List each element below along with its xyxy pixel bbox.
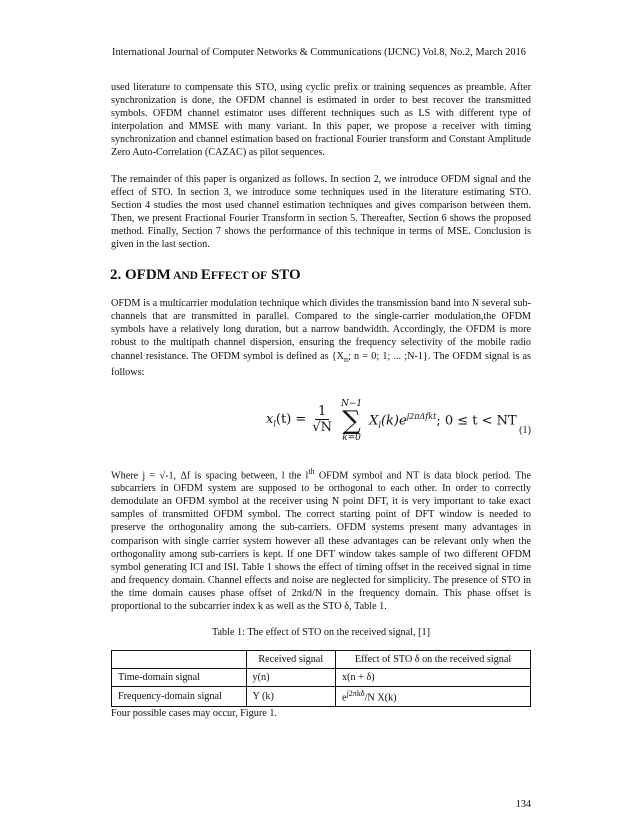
subscript-n: n: [344, 354, 349, 364]
table-cell: y(n): [246, 669, 336, 687]
table-cell: [336, 687, 531, 706]
section-word-and: AND: [170, 270, 201, 283]
eq-lhs-sub: l: [273, 420, 276, 430]
section-word-effect-rest: FFECT OF: [210, 270, 268, 283]
table-cell: Y (k): [246, 687, 336, 706]
eq-sum-lower: k=0: [342, 432, 361, 443]
text-run: OFDM is a multicarrier modulation technique which divides the transmission band into N several sub-channels that are transmitted in parallel. Compared to the single-carrier modulation,the OFDM symbols have a relatively long duration, but a narrow bandwidth. Accordingly, the OFDM is more robust to the multipath channel dispersion, ensuring the frequency selectivity of the mobile radio channel resistance. The OFDM symbol is defined as {X: [111, 298, 531, 362]
equation-number: (1): [519, 424, 531, 436]
table-header-cell: [112, 651, 247, 669]
eq-lhs: [266, 412, 306, 429]
table-header-cell: Effect of STO δ on the received signal: [336, 651, 531, 669]
eq-frac-numerator: 1: [315, 405, 329, 420]
table-caption: Table 1: The effect of STO on the received signal, [1]: [212, 627, 430, 639]
sto-effect-table: [111, 650, 531, 706]
paragraph-sto-explanation: [111, 465, 531, 613]
paragraph-organization: The remainder of this paper is organized as follows. In section 2, we introduce OFDM signal and the effect of STO. In section 3, we introduce some techniques used in the literature estimating STO. Section 4 studies the most used channel estimation techniques and gives comparison between them. Then, we present Fractional Fourier Transform in section 5. Thereafter, Section 6 shows the proposed method. Finally, Section 7 shows the performance of this technique in terms of MSE. Conclusion is given in the last section.: [111, 173, 531, 251]
section-word-ofdm: OFDM: [125, 267, 171, 284]
paragraph-intro-continued: used literature to compensate this STO, using cyclic prefix or training sequences as preamble. After synchronization is done, the OFDM channel is estimated in order to best recover the transmitted symbols. OFDM channel estimator uses different techniques such as LS with different type of interpolation and MMSE with many variant. In this paper, we propose a receiver with timing synchronization and channel estimation based on fractional Fourier transform and Constant Amplitude Zero Auto-Correlation (CAZAC) as pilot sequences.: [111, 82, 531, 159]
section-heading-2: [110, 266, 531, 285]
superscript-th: th: [308, 466, 315, 476]
eq-term-symbol: X: [369, 413, 379, 429]
cell-text: /N X(k): [364, 692, 397, 704]
paragraph-cases: Four possible cases may occur, Figure 1.: [111, 707, 277, 719]
eq-term-arg: (k)e: [380, 413, 407, 429]
equation-1: [111, 385, 531, 465]
section-word-effect-initial: E: [200, 267, 211, 284]
text-run: OFDM symbol and NT is data block period. The subcarriers in OFDM system are supposed to be orthogonal to each other. In order to correctly demodulate an OFDM symbol at the receiver using N point DFT, it is very important to take exact samples of transmitted OFDM symbol. The correct starting point of DFT window is needed to preserve the orthogonality among the sub-carriers. OFDM systems present many advantages in comparison with single carrier system however all these advantages can be relevant only when the orthogonality among sub-carriers is kept. If one DFT window takes sample of two different OFDM symbol generating ICI and ISI. Table 1 shows the effect of timing offset in the received signal in time and frequency domain. Channel effects and noise are neglected for simplicity. The presence of STO in the time domain causes phase offset of 2πkd/N in the frequency domain. This phase offset is proportional to the subcarrier index k as well as the STO δ, Table 1.: [111, 470, 531, 613]
equation-body: [266, 399, 517, 443]
eq-frac-denominator: √N: [312, 420, 332, 436]
sigma-icon: ∑: [342, 405, 361, 436]
cell-text: e: [342, 692, 347, 704]
table-cell: Frequency-domain signal: [112, 687, 247, 706]
eq-term: [369, 412, 517, 430]
text-run: ; n = 0; 1; ... ;N-1}. The OFDM signal is as follows:: [111, 350, 531, 378]
page-content: [111, 81, 531, 720]
table-header-cell: Received signal: [246, 651, 336, 669]
eq-exponent: j2πΔfkt: [406, 411, 437, 421]
paragraph-ofdm-definition: [111, 297, 531, 379]
eq-lhs-arg: (t) =: [275, 412, 307, 428]
table-row: [112, 669, 531, 687]
table-cell: x(n + δ): [336, 669, 531, 687]
page-number: 134: [515, 799, 531, 810]
eq-condition: ; 0 ≤ t < NT: [436, 413, 517, 429]
table-row: [112, 687, 531, 706]
table-cell: Time-domain signal: [112, 669, 247, 687]
cell-superscript: j2πkδ: [346, 689, 365, 699]
eq-fraction: [312, 405, 332, 436]
running-header: International Journal of Computer Networks & Communications (IJCNC) Vol.8, No.2, March 2016: [112, 47, 526, 58]
table-header-row: [112, 651, 531, 669]
section-word-sto: STO: [267, 267, 301, 284]
eq-sum-upper: N−1: [340, 398, 363, 409]
eq-term-sub: l: [378, 420, 381, 430]
eq-lhs-symbol: x: [266, 412, 274, 428]
section-number: 2.: [110, 267, 125, 284]
eq-summation: [341, 399, 362, 443]
text-run: Where j = √-1, Δf is spacing between, l the l: [111, 470, 309, 482]
